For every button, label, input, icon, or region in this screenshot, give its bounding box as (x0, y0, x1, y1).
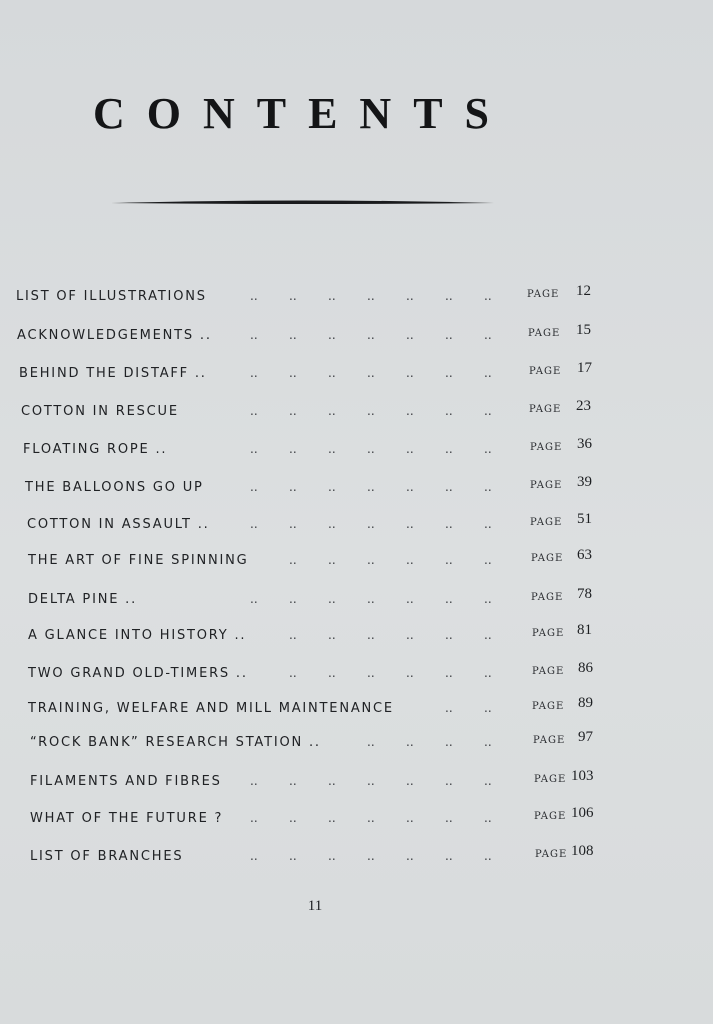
leader-dots: .. (406, 666, 414, 680)
leader-dots: .. (406, 366, 414, 380)
leader-dots: .. (367, 811, 375, 825)
leader-dots: .. (250, 811, 258, 825)
leader-dots: .. (484, 735, 492, 749)
leader-dots: .. (367, 328, 375, 342)
entry-page-number: 89 (578, 695, 593, 711)
leader-dots: .. (328, 366, 336, 380)
entry-title: TRAINING, WELFARE AND MILL MAINTENANCE (28, 701, 394, 716)
leader-dots: .. (484, 701, 492, 715)
leader-dots: .. (367, 628, 375, 642)
title-rule (111, 199, 494, 207)
leader-dots: .. (406, 592, 414, 606)
leader-dots: .. (289, 404, 297, 418)
page-label: PAGE (532, 701, 565, 712)
leader-dots: .. (367, 553, 375, 567)
page-title: CONTENTS (92, 89, 512, 138)
leader-dots: .. (484, 517, 492, 531)
leader-dots: .. (289, 366, 297, 380)
leader-dots: .. (406, 774, 414, 788)
contents-entry (28, 695, 600, 725)
entry-page-number: 81 (577, 622, 592, 638)
leader-dots: .. (328, 666, 336, 680)
leader-dots: .. (406, 404, 414, 418)
leader-dots: .. (445, 774, 453, 788)
leader-dots: .. (484, 480, 492, 494)
contents-entry (28, 660, 600, 690)
leader-dots: .. (289, 289, 297, 303)
leader-dots: .. (289, 628, 297, 642)
leader-dots: .. (445, 701, 453, 715)
leader-dots: .. (484, 442, 492, 456)
page-label: PAGE (534, 811, 567, 822)
leader-dots: .. (406, 628, 414, 642)
entry-title: BEHIND THE DISTAFF .. (19, 366, 207, 381)
leader-dots: .. (250, 328, 258, 342)
leader-dots: .. (328, 289, 336, 303)
entry-page-number: 108 (571, 843, 594, 859)
leader-dots: .. (445, 592, 453, 606)
page-label: PAGE (532, 628, 565, 639)
page-label: PAGE (530, 517, 563, 528)
leader-dots: .. (484, 553, 492, 567)
contents-entry (28, 547, 600, 577)
leader-dots: .. (289, 517, 297, 531)
contents-entry (30, 729, 600, 759)
leader-dots: .. (250, 289, 258, 303)
entry-title: LIST OF BRANCHES (30, 849, 184, 864)
leader-dots: .. (445, 328, 453, 342)
leader-dots: .. (250, 442, 258, 456)
leader-dots: .. (367, 849, 375, 863)
leader-dots: .. (367, 517, 375, 531)
leader-dots: .. (484, 849, 492, 863)
entry-title: ACKNOWLEDGEMENTS .. (17, 328, 212, 343)
entry-page-number: 17 (577, 360, 592, 376)
leader-dots: .. (250, 480, 258, 494)
leader-dots: .. (484, 366, 492, 380)
leader-dots: .. (289, 666, 297, 680)
leader-dots: .. (328, 849, 336, 863)
leader-dots: .. (484, 774, 492, 788)
page-label: PAGE (532, 666, 565, 677)
contents-entry (23, 436, 600, 466)
leader-dots: .. (445, 553, 453, 567)
leader-dots: .. (328, 404, 336, 418)
leader-dots: .. (250, 404, 258, 418)
leader-dots: .. (484, 666, 492, 680)
leader-dots: .. (250, 592, 258, 606)
leader-dots: .. (367, 442, 375, 456)
leader-dots: .. (328, 480, 336, 494)
leader-dots: .. (328, 628, 336, 642)
leader-dots: .. (289, 442, 297, 456)
leader-dots: .. (328, 442, 336, 456)
leader-dots: .. (367, 366, 375, 380)
entry-page-number: 23 (576, 398, 591, 414)
leader-dots: .. (328, 592, 336, 606)
leader-dots: .. (289, 774, 297, 788)
page-number: 11 (307, 898, 323, 914)
leader-dots: .. (367, 774, 375, 788)
contents-entry (19, 360, 600, 390)
leader-dots: .. (367, 404, 375, 418)
leader-dots: .. (328, 328, 336, 342)
page-label: PAGE (527, 289, 560, 300)
leader-dots: .. (445, 811, 453, 825)
contents-entry (16, 283, 600, 313)
leader-dots: .. (484, 592, 492, 606)
contents-entry (27, 511, 600, 541)
entry-page-number: 36 (577, 436, 592, 452)
leader-dots: .. (484, 289, 492, 303)
leader-dots: .. (289, 592, 297, 606)
leader-dots: .. (289, 480, 297, 494)
leader-dots: .. (406, 442, 414, 456)
entry-title: WHAT OF THE FUTURE ? (30, 811, 224, 826)
leader-dots: .. (328, 811, 336, 825)
leader-dots: .. (406, 517, 414, 531)
page-label: PAGE (535, 849, 568, 860)
leader-dots: .. (445, 480, 453, 494)
leader-dots: .. (484, 811, 492, 825)
leader-dots: .. (367, 592, 375, 606)
page-label: PAGE (534, 774, 567, 785)
leader-dots: .. (445, 404, 453, 418)
contents-entry (30, 768, 600, 798)
leader-dots: .. (445, 289, 453, 303)
leader-dots: .. (250, 774, 258, 788)
entry-page-number: 97 (578, 729, 593, 745)
entry-title: COTTON IN ASSAULT .. (27, 517, 210, 532)
leader-dots: .. (250, 366, 258, 380)
leader-dots: .. (367, 480, 375, 494)
leader-dots: .. (484, 628, 492, 642)
leader-dots: .. (328, 774, 336, 788)
contents-entry (28, 622, 600, 652)
entry-page-number: 63 (577, 547, 592, 563)
entry-page-number: 12 (576, 283, 591, 299)
contents-entry (21, 398, 600, 428)
leader-dots: .. (406, 328, 414, 342)
page-label: PAGE (533, 735, 566, 746)
leader-dots: .. (406, 849, 414, 863)
contents-entry (30, 805, 600, 835)
leader-dots: .. (406, 480, 414, 494)
leader-dots: .. (406, 289, 414, 303)
leader-dots: .. (445, 849, 453, 863)
entry-page-number: 86 (578, 660, 593, 676)
leader-dots: .. (367, 666, 375, 680)
entry-page-number: 106 (571, 805, 594, 821)
leader-dots: .. (250, 517, 258, 531)
entry-page-number: 103 (571, 768, 594, 784)
page-label: PAGE (531, 553, 564, 564)
leader-dots: .. (406, 553, 414, 567)
leader-dots: .. (445, 442, 453, 456)
leader-dots: .. (445, 735, 453, 749)
entry-title: COTTON IN RESCUE (21, 404, 179, 419)
leader-dots: .. (445, 366, 453, 380)
page-label: PAGE (529, 366, 562, 377)
page-label: PAGE (529, 404, 562, 415)
entry-title: DELTA PINE .. (28, 592, 138, 607)
leader-dots: .. (406, 735, 414, 749)
entry-title: FLOATING ROPE .. (23, 442, 168, 457)
leader-dots: .. (250, 849, 258, 863)
leader-dots: .. (289, 328, 297, 342)
entry-title: THE BALLOONS GO UP (25, 480, 204, 495)
page-label: PAGE (528, 328, 561, 339)
entry-page-number: 51 (577, 511, 592, 527)
page-label: PAGE (531, 592, 564, 603)
leader-dots: .. (367, 735, 375, 749)
entry-page-number: 15 (576, 322, 591, 338)
contents-entry (28, 586, 600, 616)
leader-dots: .. (484, 328, 492, 342)
leader-dots: .. (445, 666, 453, 680)
leader-dots: .. (328, 517, 336, 531)
entry-title: “ROCK BANK” RESEARCH STATION .. (30, 735, 321, 750)
leader-dots: .. (289, 849, 297, 863)
contents-entry (25, 474, 600, 504)
entry-title: THE ART OF FINE SPINNING (28, 553, 249, 568)
leader-dots: .. (445, 517, 453, 531)
leader-dots: .. (289, 553, 297, 567)
page-label: PAGE (530, 442, 563, 453)
leader-dots: .. (406, 811, 414, 825)
contents-entry (30, 843, 600, 873)
entry-title: LIST OF ILLUSTRATIONS (16, 289, 207, 304)
entry-page-number: 39 (577, 474, 592, 490)
entry-title: TWO GRAND OLD-TIMERS .. (28, 666, 248, 681)
leader-dots: .. (328, 553, 336, 567)
leader-dots: .. (289, 811, 297, 825)
contents-entry (17, 322, 600, 352)
entry-title: A GLANCE INTO HISTORY .. (28, 628, 247, 643)
entry-page-number: 78 (577, 586, 592, 602)
page-label: PAGE (530, 480, 563, 491)
leader-dots: .. (445, 628, 453, 642)
leader-dots: .. (484, 404, 492, 418)
leader-dots: .. (367, 289, 375, 303)
entry-title: FILAMENTS AND FIBRES (30, 774, 222, 789)
